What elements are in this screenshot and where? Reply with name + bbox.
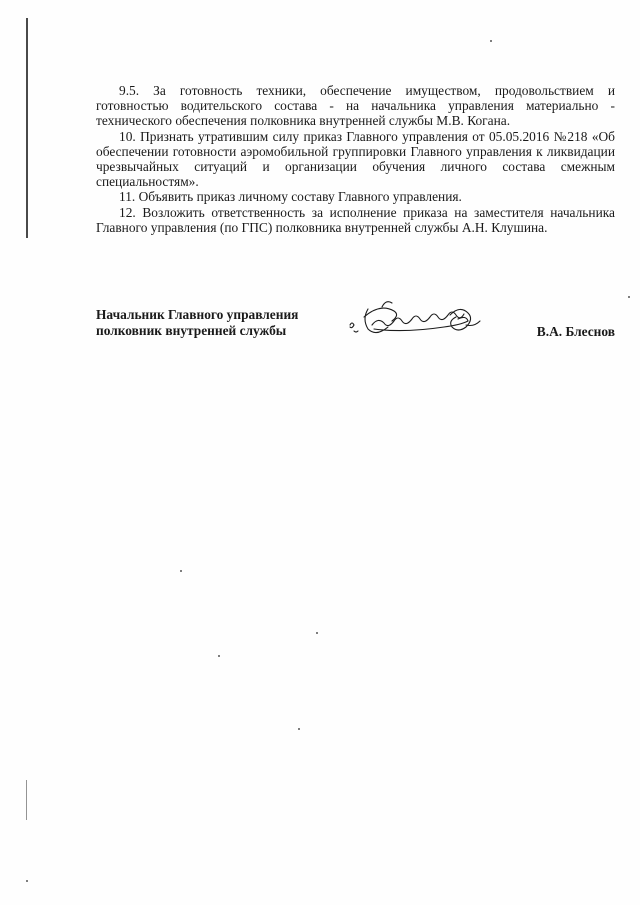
scan-speck <box>490 40 492 42</box>
paragraph-10: 10. Признать утратившим силу приказ Главного управления от 05.05.2016 №218 «Об обеспечении готовности аэромобильной группировки Главного управления к ликвидации чрезвычайных ситуаций и организации обучения личного состава смежным специальностям». <box>96 128 615 190</box>
signatory-title <box>96 307 298 339</box>
signatory-title-line1: Начальник Главного управления <box>96 307 299 322</box>
scan-speck <box>218 655 220 657</box>
document-body <box>96 83 615 235</box>
signatory-name: В.А. Блеснов <box>536 324 615 339</box>
handwritten-signature <box>346 295 491 345</box>
scan-speck <box>26 880 28 882</box>
paragraph-9-5: 9.5. За готовность техники, обеспечение имуществом, продовольствием и готовностью водительского состава - на начальника управления материально - технического обеспечения полковника внутренней службы М.В. Когана. <box>96 83 615 129</box>
scan-speck <box>298 728 300 730</box>
scan-speck <box>628 296 630 298</box>
scan-speck <box>180 570 182 572</box>
scan-edge-line-lower <box>26 780 27 820</box>
signature-block <box>96 307 615 347</box>
paragraph-12: 12. Возложить ответственность за исполнение приказа на заместителя начальника Главного управления (по ГПС) полковника внутренней службы А.Н. Клушина. <box>96 204 615 235</box>
paragraph-11: 11. Объявить приказ личному составу Главного управления. <box>119 189 462 205</box>
signatory-title-line2: полковник внутренней службы <box>96 323 287 338</box>
scan-speck <box>316 632 318 634</box>
scan-edge-line <box>26 18 28 238</box>
